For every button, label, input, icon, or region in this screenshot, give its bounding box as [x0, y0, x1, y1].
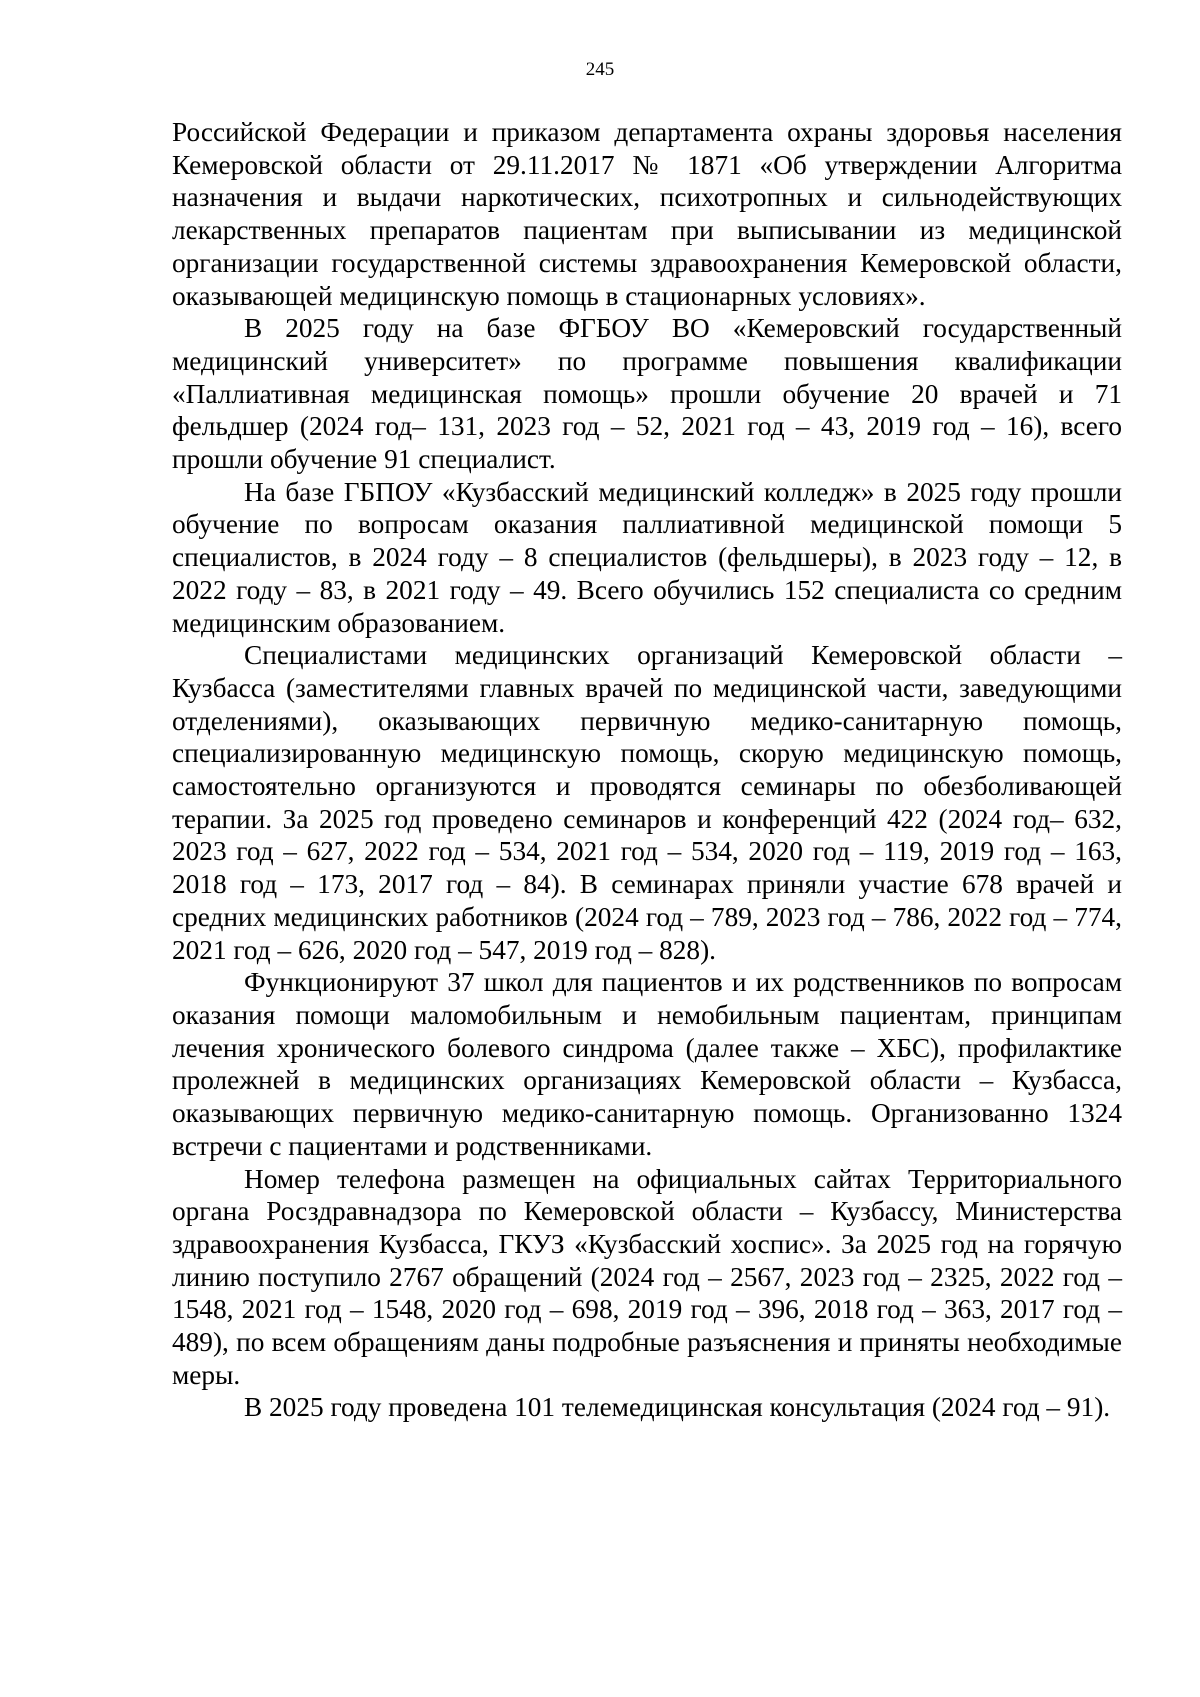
- paragraph-college-training: На базе ГБПОУ «Кузбасский медицинский колледж» в 2025 году прошли обучение по вопросам оказания паллиативной медицинской помощи 5 специалистов, в 2024 году – 8 специалистов (фельдшеры), в 2023 году – 12, в 2022 году – 83, в 2021 году – 49. Всего обучились 152 специалиста со средним медицинским образованием.: [172, 476, 1122, 638]
- paragraph-hotline: Номер телефона размещен на официальных сайтах Территориального органа Росздравнадзора по Кемеровской области – Кузбассу, Министерства здравоохранения Кузбасса, ГКУЗ «Кузбасский хоспис». За 2025 год на горячую линию поступило 2767 обращений (2024 год – 2567, 2023 год – 2325, 2022 год – 1548, 2021 год – 1548, 2020 год – 698, 2019 год – 396, 2018 год – 363, 2017 год – 489), по всем обращениям даны подробные разъяснения и приняты необходимые меры.: [172, 1163, 1122, 1390]
- paragraph-university-training: В 2025 году на базе ФГБОУ ВО «Кемеровский государственный медицинский университет» по программе повышения квалификации «Паллиативная медицинская помощь» прошли обучение 20 врачей и 71 фельдшер (2024 год– 131, 2023 год – 52, 2021 год – 43, 2019 год – 16), всего прошли обучение 91 специалист.: [172, 313, 1122, 475]
- paragraph-continuation: Российской Федерации и приказом департамента охраны здоровья населения Кемеровской области от 29.11.2017 № 1871 «Об утверждении Алгоритма назначения и выдачи наркотических, психотропных и сильнодействующих лекарственных препаратов пациентам при выписывании из медицинской организации государственной системы здравоохранения Кемеровской области, оказывающей медицинскую помощь в стационарных условиях».: [172, 117, 1122, 311]
- paragraph-patient-schools: Функционируют 37 школ для пациентов и их родственников по вопросам оказания помощи маломобильным и немобильным пациентам, принципам лечения хронического болевого синдрома (далее также – ХБС), профилактике пролежней в медицинских организациях Кемеровской области – Кузбасса, оказывающих первичную медико-санитарную помощь. Организованно 1324 встречи с пациентами и родственниками.: [172, 967, 1122, 1161]
- page-number: 245: [585, 59, 615, 80]
- paragraph-telemedicine: В 2025 году проведена 101 телемедицинская консультация (2024 год – 91).: [244, 1392, 1111, 1423]
- document-body: [172, 116, 1122, 1424]
- paragraph-seminars: Специалистами медицинских организаций Кемеровской области – Кузбасса (заместителями главных врачей по медицинской части, заведующими отделениями), оказывающих первичную медико-санитарную помощь, специализированную медицинскую помощь, скорую медицинскую помощь, самостоятельно организуются и проводятся семинары по обезболивающей терапии. За 2025 год проведено семинаров и конференций 422 (2024 год– 632, 2023 год – 627, 2022 год – 534, 2021 год – 534, 2020 год – 119, 2019 год – 163, 2018 год – 173, 2017 год – 84). В семинарах приняли участие 678 врачей и средних медицинских работников (2024 год – 789, 2023 год – 786, 2022 год – 774, 2021 год – 626, 2020 год – 547, 2019 год – 828).: [172, 640, 1122, 965]
